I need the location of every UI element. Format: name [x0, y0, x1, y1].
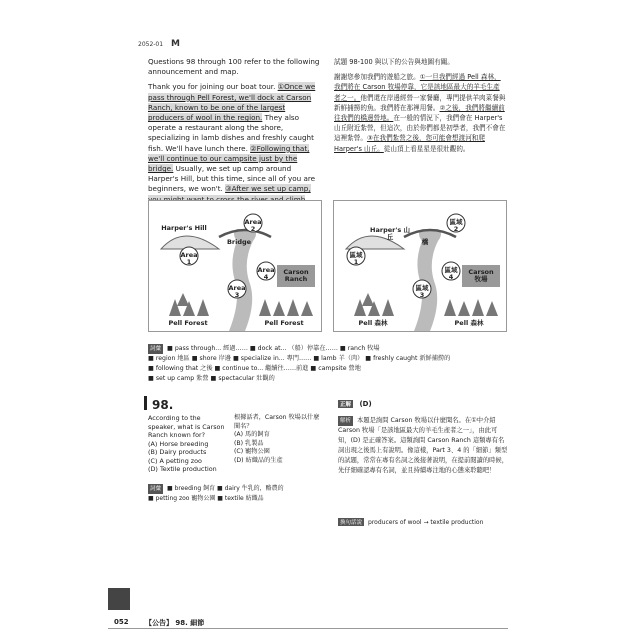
- option-b: (B) 乳製品: [234, 439, 264, 447]
- vocab-tag: 詞彙: [150, 346, 162, 352]
- map-hill-label: Harper's Hill: [161, 224, 207, 232]
- en-sentence-2: ②Following that, we'll continue to our campsite just by the bridge.: [148, 143, 310, 174]
- zh-sentence-2: ②之後，我們將繼續前往我們的橋邊營地。: [334, 103, 505, 123]
- english-intro: Questions 98 through 100 refer to the following announcement and map.: [148, 57, 320, 77]
- explanation: [338, 416, 508, 476]
- header-mark: M: [171, 39, 180, 49]
- map-forest2-label: Pell 森林: [454, 319, 484, 327]
- vocab-line: ■ pass through... 經過…… ■ dock at... （船）停靠在…… ■ ranch 牧場: [167, 345, 380, 352]
- option-a: (A) 馬的飼育: [234, 431, 270, 438]
- page-number: 052: [114, 618, 129, 626]
- paraphrase-tag: 換句話說: [340, 520, 363, 526]
- zh-sentence-1: ①一旦我們經過 Pell 森林，我們將在 Carson 牧場停靠，它是該地區最大的羊毛生產者之一。: [334, 73, 501, 102]
- zh-text-4: 從山頂上看星星是很壯觀的。: [383, 144, 470, 153]
- map-area3-label: Area 3: [228, 284, 246, 299]
- question-number: 98.: [152, 398, 174, 412]
- map-bridge-label: 橋: [421, 238, 429, 246]
- en-sentence-1: ①Once we pass through Pell Forest, we'll dock at Carson Ranch, known to be one of the largest producers of wool in the region.: [148, 82, 316, 123]
- map-area2-label: Area 2: [244, 218, 262, 233]
- vocabulary-box-2: [148, 484, 328, 504]
- map-area4-label: Area 4: [257, 266, 275, 281]
- map-area1-label: 區域 1: [349, 251, 363, 266]
- chinese-intro: 試題 98-100 與以下的公告與地圖有關。: [334, 58, 454, 66]
- header: [138, 39, 180, 49]
- option-a: (A) Horse breeding: [148, 439, 209, 448]
- map-area1-label: Area 1: [180, 251, 198, 266]
- zh-text-2: 他們還在岸邊經營一家餐廳，專門提供羊肉菜餐與新鮮捕撈的魚。我們將在那裡用餐。: [334, 93, 506, 112]
- map-bridge-label: Bridge: [226, 238, 252, 246]
- chinese-map: [333, 200, 507, 332]
- qr-code-icon: [108, 588, 130, 610]
- vocab-line: ■ breeding 飼育 ■ dairy 牛乳的，酪農的: [167, 485, 284, 492]
- answer-tag: 正解: [340, 402, 352, 408]
- vocabulary-box-1: [148, 344, 506, 384]
- vocab-line: ■ petting zoo 寵物公園 ■ textile 紡織品: [148, 495, 264, 502]
- map-ranch-label: Carson Ranch: [283, 268, 309, 283]
- map-forest1-label: Pell 森林: [358, 319, 388, 327]
- en-text-2: They also operate a restaurant along the shore, specializing in lamb dishes and freshly caught fish. We'll have lunch there.: [148, 113, 314, 153]
- question-chinese: [234, 414, 324, 465]
- footer-title: 【公告】 98. 細節: [145, 619, 205, 627]
- zh-text-1: 謝謝您參加我們的遊船之旅。: [334, 73, 420, 82]
- map-hill-label: Harper's 山丘: [370, 226, 410, 241]
- vocab-line: ■ region 地區 ■ shore 岸邊 ■ specialize in... 專門…… ■ lamb 羊（肉） ■ freshly caught 新鮮捕撈的: [148, 355, 451, 362]
- header-code: 2052-01: [138, 41, 164, 48]
- question-stem: According to the speaker, what is Carson Ranch known for?: [148, 414, 225, 439]
- vocab-line: ■ set up camp 紮營 ■ spectacular 壯觀的: [148, 375, 275, 382]
- map-forest1-label: Pell Forest: [168, 319, 208, 327]
- map-drawing: [149, 201, 321, 331]
- option-d: (D) 紡織品的生產: [234, 456, 283, 464]
- zh-sentence-3: ③在我們紮營之後，您可能會想渡河和爬 Harper's 山丘。: [334, 134, 485, 153]
- answer: [338, 400, 372, 408]
- option-c: (C) 寵物公園: [234, 448, 270, 455]
- en-text-1: Thank you for joining our boat tour.: [148, 82, 278, 92]
- vocab-line: ■ following that 之後 ■ continue to... 繼續往……前進 ■ campsite 營地: [148, 365, 361, 372]
- en-text-3: Usually, we set up camp around Harper's Hill, but this time, since all of you are beginners, we won't.: [148, 164, 316, 194]
- map-ranch-label: Carson 牧場: [468, 268, 494, 283]
- map-area2-label: 區域 2: [449, 218, 463, 233]
- chinese-passage: [334, 57, 506, 154]
- answer-value: (D): [359, 400, 372, 408]
- map-drawing: [334, 201, 506, 331]
- option-c: (C) A petting zoo: [148, 456, 202, 465]
- question-stem: 根據話者，Carson 牧場以什麼聞名？: [234, 414, 320, 430]
- explanation-tag: 解析: [340, 418, 352, 424]
- question-marker: [144, 396, 147, 410]
- zh-text-3: 在一般的情況下，我們會在 Harper's 山丘附近紮營，但這次，由於你們都是初學者，我們不會在這裡紮營。: [334, 114, 506, 143]
- question-english: [148, 414, 228, 474]
- map-area4-label: 區域 4: [444, 266, 458, 281]
- paraphrase: [338, 518, 483, 526]
- footer-divider: [108, 628, 508, 629]
- paraphrase-text: producers of wool → textile production: [368, 519, 484, 526]
- chinese-body: [334, 72, 506, 154]
- option-b: (B) Dairy products: [148, 448, 207, 456]
- map-forest2-label: Pell Forest: [264, 319, 304, 327]
- map-area3-label: 區域 3: [415, 284, 429, 299]
- option-d: (D) Textile production: [148, 465, 217, 473]
- explanation-text: 本題是詢問 Carson 牧場以什麼聞名。在①中介紹 Carson 牧場「是該地區最大的羊毛生產者之一」，由此可知，(D) 是正確答案。這類詢問 Carson Ranch 這類專有名詞出現之後馬上有說明。像這樣，Part 3、4 的「細節」類型的試題，常常在專有名詞之後接著說明，在提前閱讀的時候，先仔細確認專有名詞，並且持續專注地的心態來聆聽吧！: [338, 417, 509, 474]
- english-map: [148, 200, 322, 332]
- vocab-tag: 詞彙: [150, 486, 162, 492]
- en-sentence-3: ③After we set up camp,: [148, 184, 311, 213]
